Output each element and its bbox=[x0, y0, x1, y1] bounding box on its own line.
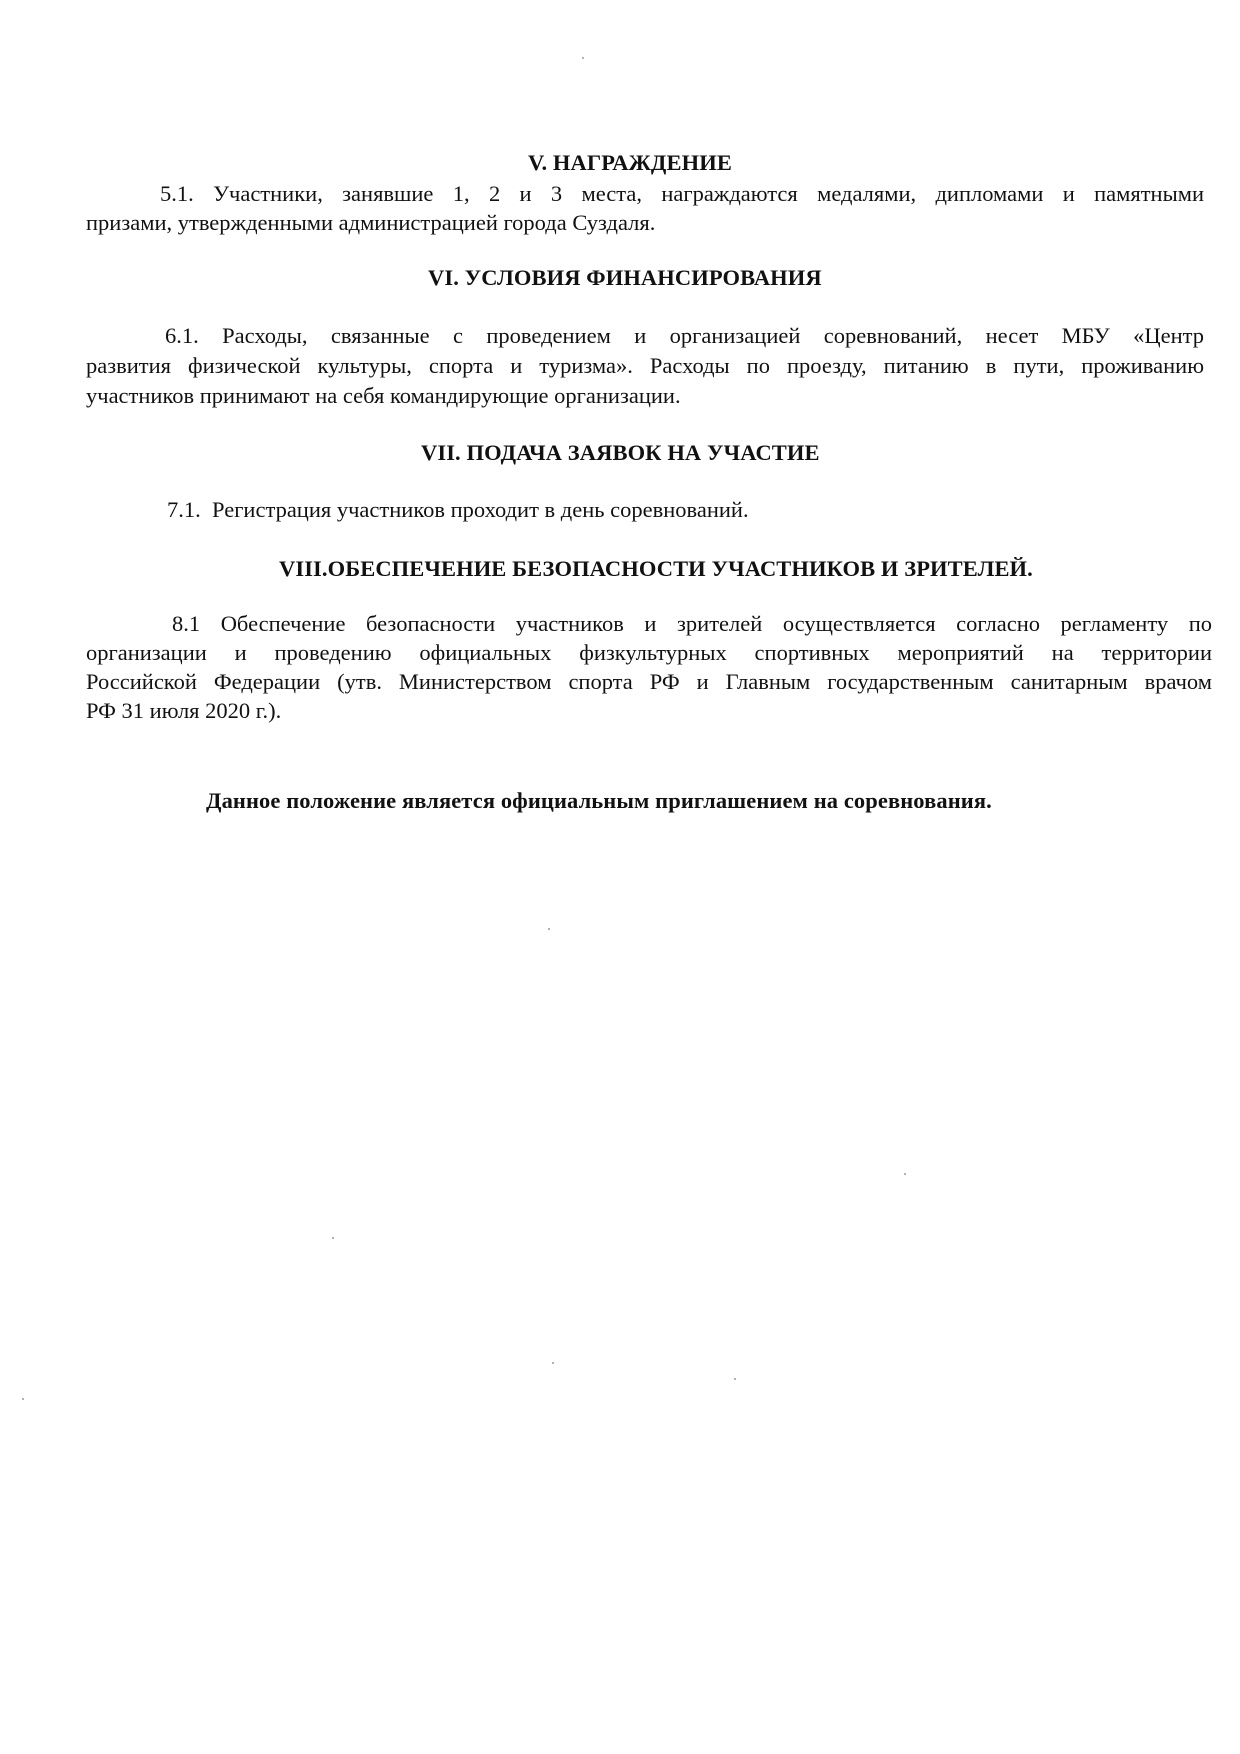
paragraph-line: 7.1. Регистрация участников проходит в день соревнований. bbox=[167, 497, 749, 522]
paragraph-line: 8.1 Обеспечение безопасности участников и зрителей осуществляется согласно регламенту по bbox=[172, 611, 1212, 636]
section-heading-safety: VIII.ОБЕСПЕЧЕНИЕ БЕЗОПАСНОСТИ УЧАСТНИКОВ И ЗРИТЕЛЕЙ. bbox=[279, 556, 1033, 581]
section-heading-financing: VI. УСЛОВИЯ ФИНАНСИРОВАНИЯ bbox=[428, 265, 822, 290]
paragraph-line: 5.1. Участники, занявшие 1, 2 и 3 места, награждаются медалями, дипломами и памятными bbox=[160, 181, 1204, 206]
scan-speck bbox=[332, 1237, 334, 1239]
scan-speck bbox=[552, 1362, 554, 1364]
section-heading-awards: V. НАГРАЖДЕНИЕ bbox=[528, 150, 732, 175]
paragraph-line: призами, утвержденными администрацией города Суздаля. bbox=[86, 210, 656, 235]
closing-statement: Данное положение является официальным приглашением на соревнования. bbox=[206, 788, 992, 813]
paragraph-line: 6.1. Расходы, связанные с проведением и организацией соревнований, несет МБУ «Центр bbox=[165, 323, 1204, 348]
section-heading-applications: VII. ПОДАЧА ЗАЯВОК НА УЧАСТИЕ bbox=[421, 440, 820, 465]
paragraph-line: развития физической культуры, спорта и туризма». Расходы по проезду, питанию в пути, проживанию bbox=[86, 353, 1204, 378]
paragraph-line: участников принимают на себя командирующие организации. bbox=[86, 383, 681, 408]
scan-speck bbox=[734, 1378, 736, 1380]
paragraph-line: РФ 31 июля 2020 г.). bbox=[86, 698, 282, 723]
paragraph-line: Российской Федерации (утв. Министерством спорта РФ и Главным государственным санитарным врачом bbox=[86, 669, 1212, 694]
scan-speck bbox=[548, 928, 550, 930]
scan-speck bbox=[22, 1398, 24, 1400]
paragraph-line: организации и проведению официальных физкультурных спортивных мероприятий на территории bbox=[86, 640, 1212, 665]
scan-speck bbox=[904, 1173, 906, 1175]
scan-speck bbox=[582, 57, 584, 59]
